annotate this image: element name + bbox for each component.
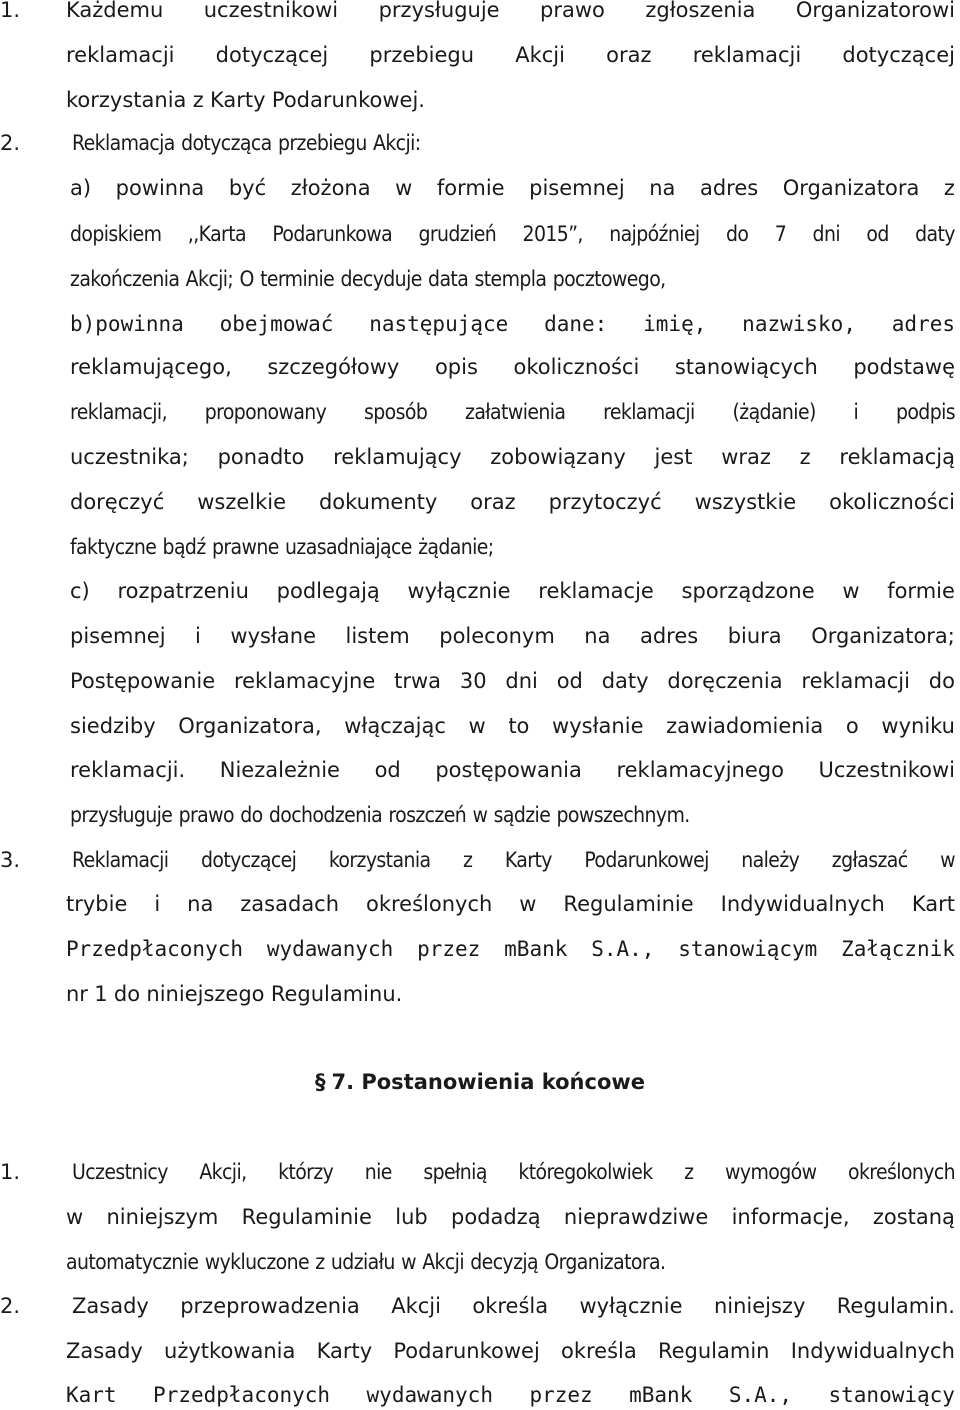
word: od (374, 758, 401, 782)
word: rozpatrzeniu (117, 579, 249, 603)
word: imię, (643, 312, 707, 336)
word: Organizatorowi (795, 0, 955, 22)
line-text (66, 1336, 955, 1366)
word: pisemnej (529, 176, 625, 200)
word: wykluczone (204, 1250, 309, 1274)
line-text (66, 979, 409, 1009)
word: którzy (278, 1160, 334, 1184)
word: Akcji (515, 43, 565, 67)
word: od (866, 222, 889, 246)
word: zasadach (240, 892, 340, 916)
line-text (70, 800, 696, 830)
word: postępowania (435, 758, 582, 782)
text-line (0, 576, 960, 606)
word: terminie (260, 267, 335, 291)
word: roszczeń (388, 803, 467, 827)
word: sądzie (493, 803, 551, 827)
text-line (0, 532, 960, 562)
word: nr (66, 982, 88, 1006)
word: doręczyć (70, 490, 165, 514)
line-text (66, 40, 955, 70)
word: wydawanych (366, 1383, 493, 1407)
word: Niezależnie (219, 758, 340, 782)
word: pisemnej (70, 624, 166, 648)
word: wymogów (725, 1160, 817, 1184)
word: obejmować (219, 312, 334, 336)
word: reklamacje (538, 579, 654, 603)
word: z (192, 88, 204, 112)
word: prawo (178, 803, 234, 827)
line-text (66, 1247, 672, 1277)
line-text (70, 397, 955, 427)
word: adres (639, 624, 699, 648)
word: sporządzone (681, 579, 815, 603)
word: do (928, 669, 955, 693)
word: oraz (470, 490, 516, 514)
word: S.A., (591, 937, 655, 961)
word: Akcji (422, 1250, 464, 1274)
word: niniejszego (146, 982, 265, 1006)
text-line (0, 1291, 960, 1321)
word: od (556, 669, 583, 693)
word: reklamacyjnego (616, 758, 784, 782)
word: na (649, 176, 676, 200)
word: Akcji, (199, 1160, 247, 1184)
line-text (70, 487, 955, 517)
word: Organizatora (782, 176, 920, 200)
text-line (0, 1247, 960, 1277)
line-text (70, 309, 955, 339)
word: być (228, 176, 267, 200)
word: Kart (66, 1383, 117, 1407)
word: o (845, 714, 859, 738)
word: żądanie; (418, 535, 494, 559)
word: reklamacji, (70, 400, 167, 424)
word: stanowiącym (678, 937, 818, 961)
text-line (0, 979, 960, 1009)
list-number: 2. (0, 1294, 21, 1318)
word: Przedpłaconych (153, 1383, 331, 1407)
line-text (70, 755, 955, 785)
text-line (0, 666, 960, 696)
word: formie (436, 176, 505, 200)
word: reklamacji (801, 669, 910, 693)
list-number: 1. (0, 0, 21, 22)
word: zobowiązany (490, 445, 626, 469)
word: Reklamacja (72, 131, 175, 155)
word: przysługuje (70, 803, 173, 827)
word: dokumenty (318, 490, 438, 514)
word: Przedpłaconych (66, 937, 244, 961)
text-line (0, 889, 960, 919)
line-text (72, 845, 955, 875)
text-line (0, 1380, 960, 1410)
word: O (239, 267, 254, 291)
text-line (0, 1157, 960, 1187)
word: dotyczącej (201, 848, 297, 872)
word: reklamujący (333, 445, 462, 469)
word: Reklamacji (72, 848, 169, 872)
word: złożona (290, 176, 371, 200)
word: do (113, 982, 141, 1006)
word: przez (417, 937, 481, 961)
word: określa (472, 1294, 549, 1318)
word: adres (891, 312, 955, 336)
word: szczegółowy (267, 355, 400, 379)
word: i (853, 400, 859, 424)
line-text (72, 128, 427, 158)
word: nieprawdziwe (563, 1205, 709, 1229)
word: oraz (606, 43, 652, 67)
word: najpóźniej (609, 222, 700, 246)
word: daty (601, 669, 649, 693)
word: i (195, 624, 201, 648)
line-text (70, 173, 955, 203)
line-text (70, 442, 955, 472)
word: uczestnikowi (203, 0, 339, 22)
word: b)powinna (70, 312, 184, 336)
word: trybie (66, 892, 128, 916)
text-line (0, 1336, 960, 1366)
word: Regulamin (657, 1339, 770, 1363)
word: dane: (544, 312, 608, 336)
word: pocztowego, (552, 267, 666, 291)
word: zawiadomienia (666, 714, 824, 738)
line-text (72, 1291, 955, 1321)
word: przysługuje (378, 0, 500, 22)
list-number: 1. (0, 1160, 21, 1184)
word: wysłane (230, 624, 317, 648)
word: jest (654, 445, 693, 469)
word: w (401, 1250, 416, 1274)
text-line (0, 173, 960, 203)
word: zakończenia (70, 267, 180, 291)
line-text (66, 889, 955, 919)
word: wyłącznie (407, 579, 511, 603)
word: stanowiący (828, 1383, 955, 1407)
word: stempla (474, 267, 547, 291)
word: dni (812, 222, 840, 246)
word: okoliczności (829, 490, 955, 514)
word: Karty (210, 88, 266, 112)
word: to (508, 714, 530, 738)
word: w (66, 1205, 84, 1229)
text-line (0, 934, 960, 964)
word: z (799, 445, 811, 469)
word: proponowany (204, 400, 327, 424)
word: podpis (895, 400, 955, 424)
word: w (468, 714, 486, 738)
line-text (70, 711, 955, 741)
word: użytkowania (164, 1339, 296, 1363)
word: ,,Karta (187, 222, 246, 246)
word: decyzją (470, 1250, 539, 1274)
word: sposób (364, 400, 428, 424)
word: zgłoszenia (645, 0, 756, 22)
word: prawne (211, 535, 279, 559)
word: załatwienia (465, 400, 566, 424)
word: S.A., (728, 1383, 793, 1407)
word: reklamacją (839, 445, 955, 469)
text-line (0, 128, 960, 158)
word: dopiskiem (70, 222, 162, 246)
word: reklamacji. (70, 758, 186, 782)
word: na (584, 624, 611, 648)
word: niniejszym (106, 1205, 219, 1229)
word: mBank (504, 937, 568, 961)
line-text (70, 621, 955, 651)
word: dotyczącej (215, 43, 329, 67)
word: Organizatora. (544, 1250, 666, 1274)
word: z (315, 1250, 325, 1274)
word: Organizatora, (178, 714, 322, 738)
word: Podarunkowej (584, 848, 709, 872)
word: nazwisko, (742, 312, 856, 336)
word: określonych (366, 892, 493, 916)
word: dochodzenia (268, 803, 383, 827)
word: Uczestnikowi (818, 758, 955, 782)
text-line (0, 711, 960, 741)
word: (żądanie) (732, 400, 816, 424)
word: Karty (504, 848, 552, 872)
word: Podarunkowej (393, 1339, 540, 1363)
word: wraz (721, 445, 771, 469)
word: reklamacji (603, 400, 695, 424)
section-sign: § (314, 1070, 326, 1094)
word: Karty (316, 1339, 373, 1363)
word: informacje, (731, 1205, 850, 1229)
word: Każdemu (66, 0, 164, 22)
word: ponadto (217, 445, 305, 469)
text-line (0, 352, 960, 382)
word: wszystkie (694, 490, 797, 514)
text-line (0, 397, 960, 427)
word: listem (345, 624, 410, 648)
word: korzystania (328, 848, 431, 872)
word: przytoczyć (548, 490, 662, 514)
word: podstawę (853, 355, 955, 379)
word: włączając (344, 714, 446, 738)
word: w (395, 176, 413, 200)
word: zgłaszać (831, 848, 908, 872)
text-line (0, 85, 960, 115)
word: spełnią (423, 1160, 487, 1184)
word: Indywidualnych (790, 1339, 955, 1363)
list-number: 3. (0, 848, 21, 872)
line-text (70, 532, 500, 562)
word: automatycznie (66, 1250, 199, 1274)
word: Regulaminu. (270, 982, 403, 1006)
word: Regulaminie (241, 1205, 372, 1229)
word: Akcji; (185, 267, 234, 291)
word: faktyczne (70, 535, 157, 559)
word: prawo (540, 0, 605, 22)
line-text (66, 1202, 955, 1232)
word: a) (70, 176, 92, 200)
text-line (0, 0, 960, 25)
word: reklamującego, (70, 355, 232, 379)
word: wyłącznie (579, 1294, 683, 1318)
word: wszelkie (197, 490, 287, 514)
word: przebiegu (277, 131, 367, 155)
word: mBank (629, 1383, 693, 1407)
word: w (940, 848, 955, 872)
word: któregokolwiek (518, 1160, 653, 1184)
list-number: 2. (0, 131, 21, 155)
word: trwa (394, 669, 442, 693)
word: zostaną (872, 1205, 955, 1229)
text-line (0, 40, 960, 70)
word: dni (505, 669, 538, 693)
word: decyduje (340, 267, 422, 291)
word: do (725, 222, 749, 246)
word: podadzą (451, 1205, 541, 1229)
word: dotycząca (181, 131, 272, 155)
word: na (187, 892, 214, 916)
word: Organizatora; (811, 624, 955, 648)
word: korzystania (66, 88, 187, 112)
word: reklamacji (66, 43, 175, 67)
word: Podarunkowej. (271, 88, 425, 112)
word: niniejszy (713, 1294, 806, 1318)
word: lub (395, 1205, 428, 1229)
word: Załącznik (841, 937, 955, 961)
word: Regulaminie (563, 892, 694, 916)
word: bądź (162, 535, 206, 559)
word: biura (727, 624, 782, 648)
word: uzasadniające (285, 535, 412, 559)
word: data (428, 267, 469, 291)
word: adres (699, 176, 759, 200)
text-line (0, 755, 960, 785)
text-line (0, 442, 960, 472)
word: Kart (911, 892, 955, 916)
word: grudzień (418, 222, 497, 246)
word: 1 (94, 982, 108, 1006)
word: Indywidualnych (720, 892, 885, 916)
word: Podarunkowa (272, 222, 393, 246)
word: Regulamin. (836, 1294, 955, 1318)
text-line (0, 1202, 960, 1232)
line-text (66, 1380, 955, 1410)
word: w (842, 579, 860, 603)
word: nie (364, 1160, 392, 1184)
text-line (0, 800, 960, 830)
word: c) (70, 579, 90, 603)
word: Postępowanie (70, 669, 216, 693)
word: wysłanie (552, 714, 644, 738)
word: w (472, 803, 488, 827)
word: z (684, 1160, 694, 1184)
word: powinna (115, 176, 205, 200)
word: dotyczącej (842, 43, 955, 67)
word: określonych (848, 1160, 955, 1184)
section-title: 7. Postanowienia końcowe (331, 1070, 646, 1094)
line-text (66, 85, 431, 115)
word: przez (529, 1383, 593, 1407)
line-text (72, 1157, 955, 1187)
word: 7 (774, 222, 787, 246)
word: Uczestnicy (72, 1160, 168, 1184)
word: okoliczności (513, 355, 640, 379)
word: uczestnika; (70, 445, 189, 469)
word: Zasady (66, 1339, 143, 1363)
word: formie (887, 579, 955, 603)
line-text (70, 576, 955, 606)
word: przeprowadzenia (180, 1294, 360, 1318)
word: podlegają (276, 579, 380, 603)
section-heading (0, 1066, 960, 1098)
word: powszechnym. (556, 803, 690, 827)
word: reklamacji (692, 43, 802, 67)
word: 2015”, (522, 222, 583, 246)
text-line (0, 845, 960, 875)
word: opis (434, 355, 478, 379)
word: Zasady (72, 1294, 149, 1318)
word: 30 (459, 669, 487, 693)
word: następujące (369, 312, 509, 336)
line-text (66, 934, 955, 964)
word: przebiegu (369, 43, 475, 67)
word: doręczenia (667, 669, 783, 693)
text-line (0, 219, 960, 249)
word: stanowiących (674, 355, 818, 379)
word: wyniku (881, 714, 955, 738)
word: poleconym (439, 624, 555, 648)
word: w (519, 892, 537, 916)
word: udziału (330, 1250, 395, 1274)
line-text (66, 0, 955, 25)
word: określa (561, 1339, 637, 1363)
text-line (0, 309, 960, 339)
word: Akcji (391, 1294, 441, 1318)
text-line (0, 487, 960, 517)
word: z (943, 176, 955, 200)
text-line (0, 621, 960, 651)
word: i (154, 892, 161, 916)
line-text (70, 352, 955, 382)
word: do (240, 803, 263, 827)
line-text (70, 264, 672, 294)
line-text (70, 666, 955, 696)
word: wydawanych (266, 937, 394, 961)
word: daty (915, 222, 955, 246)
word: siedziby (70, 714, 156, 738)
text-line (0, 264, 960, 294)
word: Akcji: (373, 131, 421, 155)
word: reklamacyjne (233, 669, 376, 693)
line-text (70, 219, 955, 249)
word: z (463, 848, 473, 872)
word: należy (741, 848, 800, 872)
